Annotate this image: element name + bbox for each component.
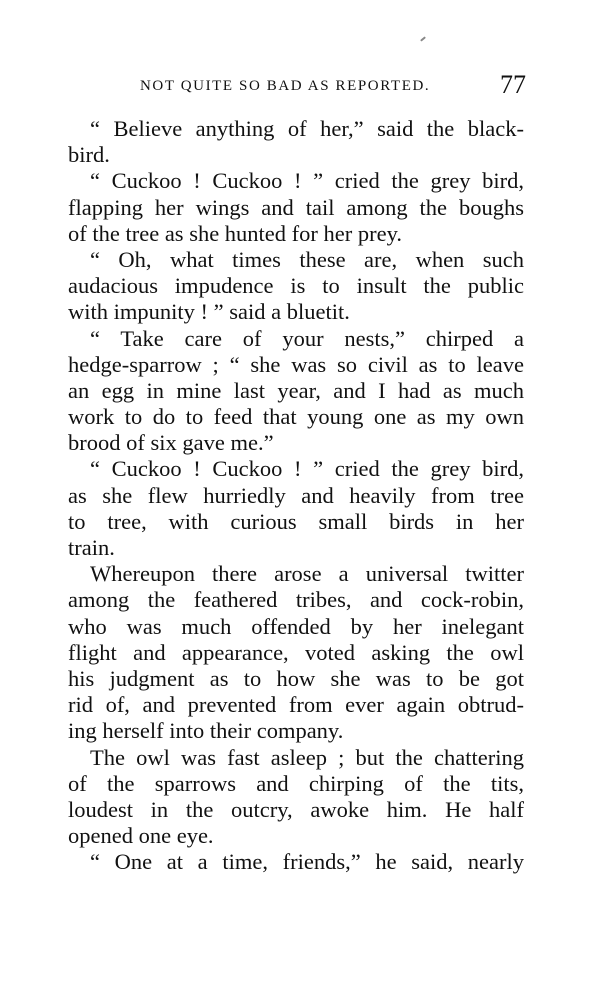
body-text <box>68 116 524 875</box>
text-line: “ One at a time, friends,” he said, nearly <box>90 849 524 875</box>
text-line: of the sparrows and chirping of the tits, <box>68 770 524 796</box>
text-line: train. <box>68 535 115 560</box>
text-line: an egg in mine last year, and I had as much <box>68 377 524 403</box>
text-line: of the tree as she hunted for her prey. <box>68 220 403 246</box>
text-line: brood of six gave me.” <box>68 430 274 456</box>
page-number: 77 <box>500 70 526 99</box>
text-line: “ Cuckoo ! Cuckoo ! ” cried the grey bird, <box>90 168 524 194</box>
text-line: Whereupon there arose a universal twitter <box>90 561 524 587</box>
text-line: to tree, with curious small birds in her <box>68 508 524 534</box>
text-line: among the feathered tribes, and cock-robin, <box>68 587 524 613</box>
text-line: his judgment as to how she was to be got <box>68 665 524 691</box>
text-line: rid of, and prevented from ever again obtrud- <box>68 692 524 718</box>
text-line: opened one eye. <box>68 823 214 849</box>
text-line: with impunity ! ” said a bluetit. <box>68 299 350 325</box>
text-line: “ Take care of your nests,” chirped a <box>90 325 524 351</box>
paper-speck <box>420 36 426 41</box>
text-line: audacious impudence is to insult the public <box>68 273 524 299</box>
text-line: work to do to feed that young one as my own <box>68 404 524 430</box>
text-line: flapping her wings and tail among the boughs <box>68 194 524 220</box>
running-title: NOT QUITE SO BAD AS REPORTED. <box>140 78 431 94</box>
text-line: “ Believe anything of her,” said the black- <box>90 116 524 141</box>
text-line: “ Cuckoo ! Cuckoo ! ” cried the grey bird, <box>90 456 524 482</box>
text-line: The owl was fast asleep ; but the chattering <box>90 744 524 770</box>
text-line: bird. <box>68 142 110 168</box>
running-head <box>68 70 530 100</box>
text-line: loudest in the outcry, awoke him. He half <box>68 796 524 822</box>
text-line: who was much offended by her inelegant <box>68 613 524 639</box>
text-line: “ Oh, what times these are, when such <box>90 246 524 272</box>
text-line: ing herself into their company. <box>68 718 344 744</box>
text-line: flight and appearance, voted asking the owl <box>68 639 524 665</box>
text-line: hedge-sparrow ; “ she was so civil as to leave <box>68 351 524 377</box>
text-line: as she flew hurriedly and heavily from tree <box>68 482 524 508</box>
